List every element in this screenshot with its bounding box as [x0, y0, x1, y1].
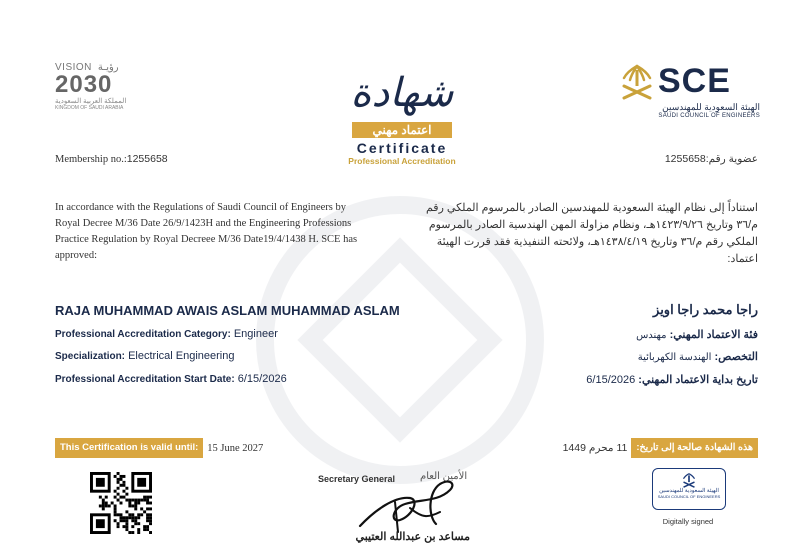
holder-name-en: RAJA MUHAMMAD AWAIS ASLAM MUHAMMAD ASLAM	[55, 303, 400, 318]
cert-ar-title: شهادة	[350, 70, 454, 115]
validity-en-value: 15 June 2027	[207, 442, 264, 454]
secretary-general-en: Secretary General	[318, 474, 396, 484]
vision-2030-logo	[55, 62, 145, 120]
validity-ar-value: 11 محرم 1449	[562, 442, 628, 454]
intro-ar: استناداً إلى نظام الهيئة السعودية للمهندسين الصادر بالمرسوم الملكي رقم م/٣٦ وتاريخ ١٤٢٣/٩/٢٦هـ، ونظام مزاولة المهن الهندسية الصادر بالمرسوم الملكي رقم م/٣٦ وتاريخ ١٤٣٨/٤/١٩هـ، ولائحته التنفيذية فقد قررت الهيئة اعتماد:	[425, 202, 758, 265]
validity-ar	[555, 438, 758, 458]
cert-en-subtitle: Professional Accreditation	[348, 156, 456, 166]
validity-en	[55, 438, 263, 458]
start-label-ar: تاريخ بداية الاعتماد المهني:	[638, 374, 758, 386]
validity-en-label: This Certification is valid until:	[55, 438, 203, 458]
vision-en-kingdom: KINGDOM OF SAUDI ARABIA	[55, 105, 124, 111]
certificate-logo	[342, 70, 462, 195]
specialization-label-en: Specialization:	[55, 351, 126, 362]
qr-code	[90, 472, 152, 534]
start-value-en: 6/15/2026	[237, 373, 287, 385]
specialization-value-en: Electrical Engineering	[128, 350, 235, 362]
vision-year: 2030	[55, 71, 113, 98]
palm-swords-small-icon	[681, 472, 697, 488]
membership-ar	[600, 153, 758, 165]
holder-name-ar: راجا محمد راجا اويز	[653, 302, 758, 317]
membership-en-value: 1255658	[126, 153, 168, 165]
specialization-label-ar: التخصص:	[714, 351, 758, 363]
intro-en: In accordance with the Regulations of Saudi Council of Engineers by Royal Decree M/36 Date 26/9/1423H and the Engineering Professions Practice Regulation by Royal Decreee M/36 Date19/4/1438 H. SCE has approved:	[55, 202, 358, 261]
stamp-ar: الهيئة السعودية للمهندسين	[659, 488, 719, 494]
specialization-row-en	[55, 350, 234, 362]
membership-en	[55, 153, 168, 165]
palm-swords-icon	[620, 62, 654, 100]
validity-ar-label: هذه الشهادة صالحة إلى تاريخ:	[631, 438, 758, 458]
vision-ar-word: رؤيـة	[97, 62, 119, 73]
start-value-ar: 6/15/2026	[586, 374, 636, 386]
category-row-en	[55, 328, 278, 340]
secretary-general-ar: الأمين العام	[420, 471, 468, 482]
sce-abbr: SCE	[658, 62, 731, 100]
digital-stamp	[652, 468, 726, 510]
start-date-row-en	[55, 373, 287, 385]
sce-en-name: SAUDI COUNCIL OF ENGINEERS	[658, 113, 760, 119]
sce-logo	[620, 62, 760, 124]
category-row-ar	[500, 328, 758, 341]
membership-ar-value: 1255658	[664, 153, 706, 165]
stamp-en: SAUDI COUNCIL OF ENGINEERS	[657, 494, 721, 499]
category-label-en: Professional Accreditation Category:	[55, 329, 231, 340]
category-value-en: Engineer	[233, 328, 278, 340]
signer-name-ar: مساعد بن عبدالله العتيبي	[355, 531, 470, 543]
cert-ar-subtitle: اعتماد مهني	[352, 122, 452, 138]
sce-ar-name: الهيئة السعودية للمهندسين	[662, 102, 760, 112]
specialization-value-ar: الهندسة الكهربائية	[637, 352, 712, 363]
specialization-row-ar	[500, 350, 758, 363]
membership-en-label: Membership no.:	[55, 154, 127, 165]
digitally-signed-label: Digitally signed	[662, 517, 714, 526]
category-value-ar: مهندس	[636, 330, 667, 341]
vision-ar-kingdom: المملكة العربية السعودية	[55, 98, 127, 105]
start-label-en: Professional Accreditation Start Date:	[55, 374, 235, 385]
vision-word: VISION	[55, 62, 92, 73]
membership-ar-label: عضوية رقم:	[705, 153, 758, 165]
start-date-row-ar	[500, 373, 758, 386]
category-label-ar: فئة الاعتماد المهني:	[669, 329, 758, 341]
cert-en-title: Certificate	[356, 140, 448, 156]
